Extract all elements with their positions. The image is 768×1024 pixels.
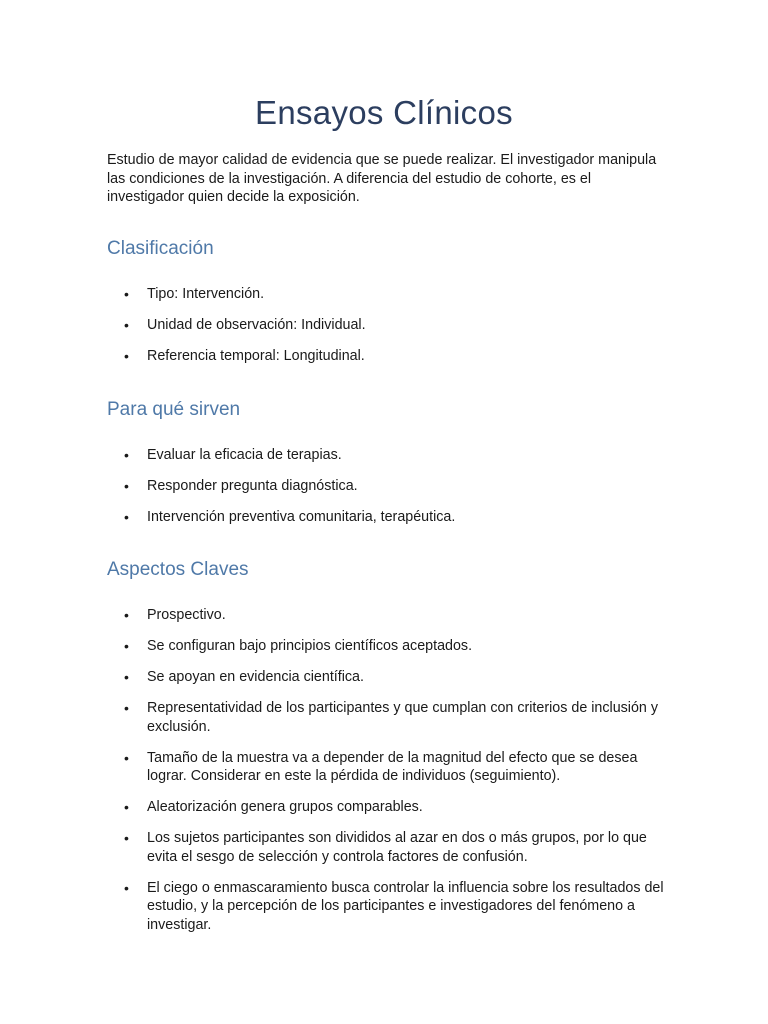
bullet-icon: • [124,638,129,654]
list-item-text: Aleatorización genera grupos comparables. [147,799,423,815]
bullet-icon: • [124,607,129,623]
list-item [107,749,667,786]
bullet-icon: • [124,348,129,364]
list-item [107,477,667,496]
bullet-icon: • [124,509,129,525]
list-item-text: Representatividad de los participantes y que cumplan con criterios de inclusión y exclusión. [147,700,658,735]
list-item [107,508,667,527]
list-item-text: Evaluar la eficacia de terapias. [147,447,342,463]
bullet-icon: • [124,669,129,685]
bullet-list-para-que-sirven [107,446,667,539]
bullet-icon: • [124,286,129,302]
list-item [107,668,667,687]
bullet-list-clasificacion [107,285,667,378]
section-heading-aspectos-claves: Aspectos Claves [107,559,249,580]
bullet-icon: • [124,879,129,896]
list-item [107,316,667,335]
list-item [107,637,667,656]
list-item-text: El ciego o enmascaramiento busca controlar la influencia sobre los resultados del estudio, y la percepción de los participantes e investigadores del fenómeno a investigar. [147,879,664,933]
list-item [107,347,667,366]
bullet-icon: • [124,478,129,494]
list-item-text: Tipo: Intervención. [147,286,265,302]
list-item [107,798,667,817]
list-item-text: Intervención preventiva comunitaria, terapéutica. [147,509,456,525]
bullet-icon: • [124,317,129,333]
bullet-icon: • [124,830,129,846]
list-item-text: Se apoyan en evidencia científica. [147,669,364,685]
intro-paragraph: Estudio de mayor calidad de evidencia que se puede realizar. El investigador manipula las condiciones de la investigación. A diferencia del estudio de cohorte, es el investigador quien decide la exposición. [107,152,657,205]
bullet-list-aspectos-claves [107,606,667,947]
list-item [107,829,667,866]
bullet-icon: • [124,447,129,463]
list-item [107,879,667,935]
list-item-text: Tamaño de la muestra va a depender de la magnitud del efecto que se desea lograr. Considerar en este la pérdida de individuos (seguimiento). [147,749,638,784]
list-item [107,446,667,465]
list-item-text: Se configuran bajo principios científicos aceptados. [147,638,473,654]
list-item-text: Referencia temporal: Longitudinal. [147,348,365,364]
bullet-icon: • [124,700,129,716]
list-item-text: Prospectivo. [147,607,226,623]
page-title: Ensayos Clínicos [255,94,513,131]
bullet-icon: • [124,749,129,766]
list-item [107,285,667,304]
section-heading-para-que-sirven: Para qué sirven [107,399,241,420]
section-heading-clasificacion: Clasificación [107,238,214,259]
list-item-text: Responder pregunta diagnóstica. [147,478,358,494]
list-item-text: Los sujetos participantes son divididos al azar en dos o más grupos, por lo que evita el sesgo de selección y controla factores de confusión. [147,830,647,865]
list-item-text: Unidad de observación: Individual. [147,317,366,333]
list-item [107,606,667,625]
list-item [107,699,667,736]
bullet-icon: • [124,799,129,815]
